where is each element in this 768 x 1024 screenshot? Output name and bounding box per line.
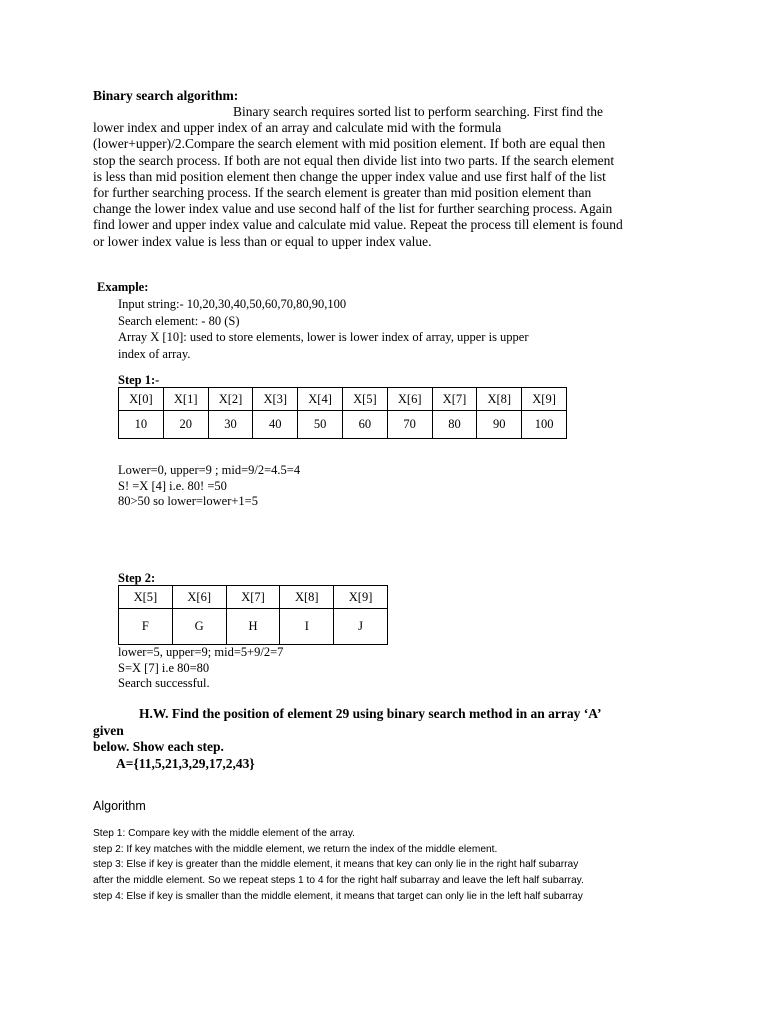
table-header-cell: X[8] xyxy=(280,586,334,609)
table-header-cell: X[5] xyxy=(119,586,173,609)
table-cell: 30 xyxy=(208,411,253,439)
table-row xyxy=(119,411,567,439)
table-cell: 20 xyxy=(163,411,208,439)
homework-line: H.W. Find the position of element 29 using binary search method in an array ‘A’ xyxy=(139,706,602,721)
table-header-cell: X[9] xyxy=(334,586,388,609)
homework-line: given xyxy=(93,722,124,738)
homework-line: below. Show each step. xyxy=(93,739,224,754)
algorithm-step: step 3: Else if key is greater than the middle element, it means that key can only lie in the right half subarray xyxy=(93,859,579,871)
table-cell: 80 xyxy=(432,411,477,439)
example-title: Example: xyxy=(97,280,149,294)
step1-array-table xyxy=(118,387,567,439)
table-header-cell: X[7] xyxy=(226,586,280,609)
algorithm-step: Step 1: Compare key with the middle element of the array. xyxy=(93,828,355,839)
table-header-cell: X[0] xyxy=(119,388,164,411)
table-cell: I xyxy=(280,609,334,645)
table-header-cell: X[5] xyxy=(342,388,387,411)
section-heading: Binary search algorithm: xyxy=(93,88,239,103)
step2-calculation xyxy=(118,645,283,692)
algorithm-step: after the middle element. So we repeat steps 1 to 4 for the right half subarray and leave the left half subarray. xyxy=(93,875,584,887)
table-cell: 10 xyxy=(119,411,164,439)
homework-block xyxy=(93,706,602,772)
table-cell: 100 xyxy=(522,411,567,439)
step2-title: Step 2: xyxy=(118,571,156,585)
table-header-cell: X[8] xyxy=(477,388,522,411)
example-line: Input string:- 10,20,30,40,50,60,70,80,90,100 xyxy=(118,297,347,311)
table-cell: G xyxy=(172,609,226,645)
table-cell: F xyxy=(119,609,173,645)
calc-line: S! =X [4] i.e. 80! =50 xyxy=(118,478,227,493)
paragraph-line: stop the search process. If both are not equal then divide list into two parts. If the search element xyxy=(93,152,615,168)
calc-line: Search successful. xyxy=(118,676,210,690)
table-header-cell: X[4] xyxy=(298,388,343,411)
example-block xyxy=(97,280,529,362)
paragraph-line: find lower and upper index value and calculate mid value. Repeat the process till element is found xyxy=(93,217,623,233)
table-header-cell: X[6] xyxy=(387,388,432,411)
calc-line: 80>50 so lower=lower+1=5 xyxy=(118,494,258,508)
algorithm-step: step 4: Else if key is smaller than the middle element, it means that target can only lie in the left half subarray xyxy=(93,890,583,902)
description-paragraph xyxy=(93,104,683,250)
algorithm-title: Algorithm xyxy=(93,799,146,813)
table-header-cell: X[2] xyxy=(208,388,253,411)
algorithm-step: step 2: If key matches with the middle element, we return the index of the middle element. xyxy=(93,843,498,855)
table-header-cell: X[3] xyxy=(253,388,298,411)
table-row xyxy=(119,609,388,645)
calc-line: Lower=0, upper=9 ; mid=9/2=4.5=4 xyxy=(118,463,301,477)
example-line: Array X [10]: used to store elements, lower is lower index of array, upper is upper xyxy=(118,330,529,344)
paragraph-line: or lower index value is less than or equal to upper index value. xyxy=(93,233,432,249)
table-cell: 60 xyxy=(342,411,387,439)
table-cell: 70 xyxy=(387,411,432,439)
paragraph-line: (lower+upper)/2.Compare the search element with mid position element. If both are equal then xyxy=(93,136,606,152)
paragraph-line: is less than mid position element then change the upper index value and use first half of the list xyxy=(93,168,606,184)
homework-array: A={11,5,21,3,29,17,2,43} xyxy=(116,755,255,771)
paragraph-line: lower index and upper index of an array and calculate mid with the formula xyxy=(93,120,502,136)
step1-title: Step 1:- xyxy=(118,373,160,387)
algorithm-steps xyxy=(93,826,584,905)
table-header-cell: X[9] xyxy=(522,388,567,411)
table-header-cell: X[7] xyxy=(432,388,477,411)
table-cell: H xyxy=(226,609,280,645)
paragraph-line: for further searching process. If the search element is greater than mid position element than xyxy=(93,185,592,201)
step1-calculation xyxy=(118,463,300,510)
table-cell: 40 xyxy=(253,411,298,439)
calc-line: S=X [7] i.e 80=80 xyxy=(118,660,210,675)
table-cell: 90 xyxy=(477,411,522,439)
table-header-row xyxy=(119,388,567,411)
calc-line: lower=5, upper=9; mid=5+9/2=7 xyxy=(118,645,284,659)
table-header-cell: X[6] xyxy=(172,586,226,609)
paragraph-line: change the lower index value and use second half of the list for further searching process. Again xyxy=(93,201,613,217)
table-cell: J xyxy=(334,609,388,645)
table-header-row xyxy=(119,586,388,609)
example-line: Search element: - 80 (S) xyxy=(118,313,240,328)
table-header-cell: X[1] xyxy=(163,388,208,411)
paragraph-line: Binary search requires sorted list to perform searching. First find the xyxy=(233,104,604,119)
example-line: index of array. xyxy=(118,346,191,361)
table-cell: 50 xyxy=(298,411,343,439)
step2-array-table xyxy=(118,585,388,645)
